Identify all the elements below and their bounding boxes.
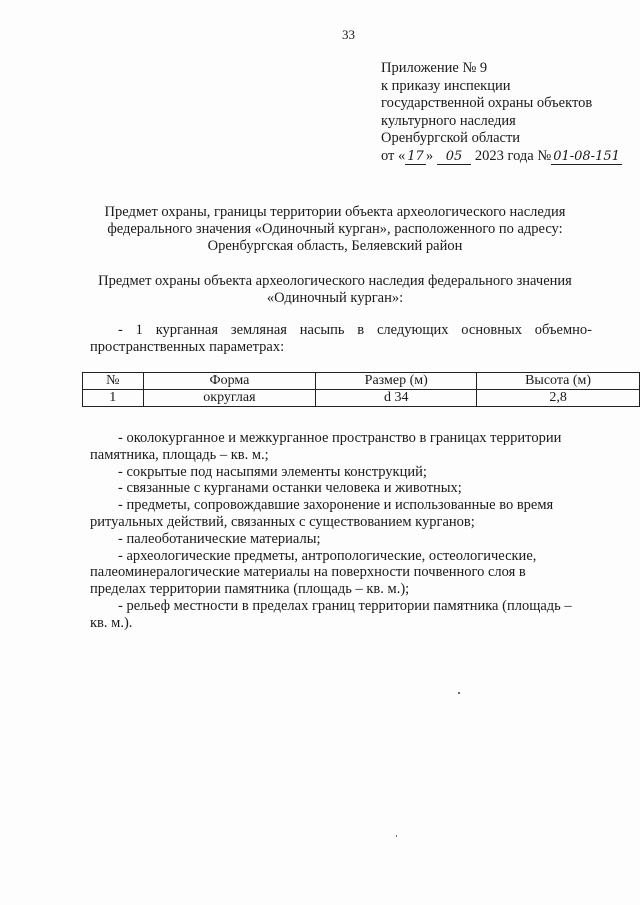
appendix-block	[381, 60, 622, 166]
appendix-line: культурного наследия	[381, 112, 516, 129]
heading-line: «Одиночный курган»:	[266, 290, 404, 306]
table-cell: округлая	[143, 390, 316, 407]
year-text: 2023 года №	[474, 147, 552, 164]
scan-speck	[458, 692, 460, 694]
title-line: Предмет охраны, границы территории объекта археологического наследия	[104, 204, 566, 220]
table-cell: 2,8	[477, 390, 640, 407]
document-title	[60, 204, 610, 255]
table-header-cell: №	[83, 373, 144, 390]
appendix-line: Оренбургской области	[381, 130, 521, 147]
scan-speck	[396, 835, 397, 837]
page-number: 33	[342, 27, 355, 42]
intro-paragraph	[90, 322, 592, 356]
list-item-continuation: палеоминералогические материалы на поверхности почвенного слоя в	[90, 564, 526, 581]
handwritten-day: 17	[407, 148, 424, 164]
title-line: Оренбургская область, Беляевский район	[207, 238, 463, 254]
list-item-continuation: памятника, площадь – кв. м.;	[90, 446, 269, 463]
table-row	[83, 390, 640, 407]
list-item: - рельеф местности в пределах границ территории памятника (площадь –	[118, 597, 572, 614]
list-item: - археологические предметы, антропологические, остеологические,	[118, 547, 537, 564]
intro-line: пространственных параметрах:	[90, 339, 285, 355]
intro-line: - 1 курганная земляная насыпь в следующих основных объемно-	[118, 322, 592, 338]
subject-heading	[60, 273, 610, 307]
table-header-cell: Размер (м)	[316, 373, 477, 390]
date-mid: »	[425, 147, 434, 164]
handwritten-month: 05	[437, 149, 472, 165]
list-item: - палеоботанические материалы;	[118, 530, 321, 547]
protection-subject-list	[90, 430, 590, 632]
title-line: федерального значения «Одиночный курган», расположенного по адресу:	[107, 221, 563, 237]
heading-line: Предмет охраны объекта археологического наследия федерального значения	[98, 273, 572, 289]
list-item: - предметы, сопровождавшие захоронение и использованные во время	[118, 497, 554, 514]
list-item: - связанные с курганами останки человека и животных;	[118, 480, 462, 497]
table-header-cell: Высота (м)	[477, 373, 640, 390]
list-item: - сокрытые под насыпями элементы конструкций;	[118, 463, 427, 480]
date-prefix: от «	[381, 147, 406, 164]
appendix-line: к приказу инспекции	[381, 77, 511, 94]
table-cell: d 34	[316, 390, 477, 407]
list-item-continuation: ритуальных действий, связанных с существованием курганов;	[90, 513, 475, 530]
list-item-continuation: кв. м.).	[90, 614, 133, 631]
list-item: - околокурганное и межкурганное пространство в границах территории	[118, 430, 562, 446]
appendix-line: государственной охраны объектов	[381, 95, 593, 112]
appendix-date-line	[381, 148, 622, 166]
table-header-cell: Форма	[143, 373, 316, 390]
handwritten-order-number: 01-08-151	[553, 148, 620, 164]
list-item-continuation: пределах территории памятника (площадь – кв. м.);	[90, 581, 410, 598]
parameters-table	[82, 372, 640, 407]
appendix-line: Приложение № 9	[381, 60, 488, 76]
table-cell: 1	[83, 390, 144, 407]
table-header-row	[83, 373, 640, 390]
